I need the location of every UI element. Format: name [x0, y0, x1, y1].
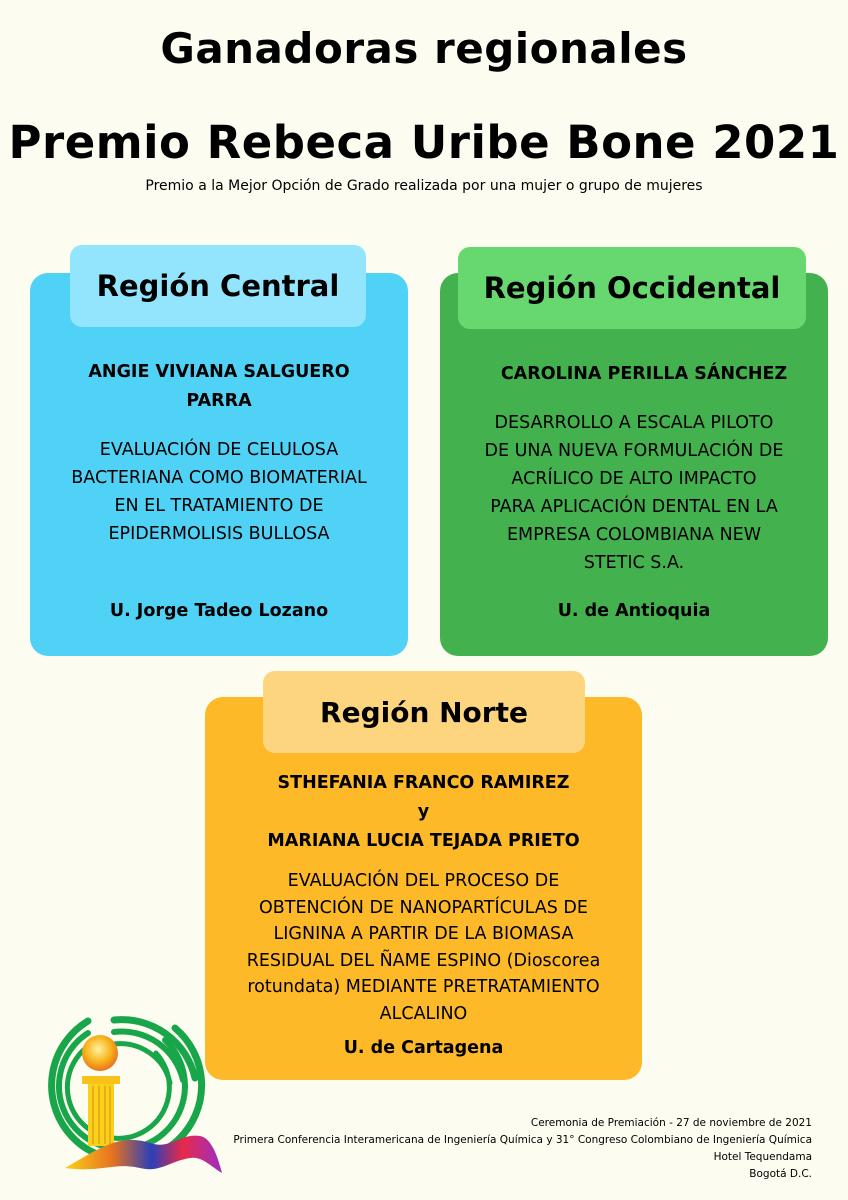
winner-name-line: PARRA	[186, 391, 252, 411]
award-title: Premio Rebeca Uribe Bone 2021	[8, 116, 840, 169]
region-occidental-project	[440, 409, 828, 577]
project-line: DESARROLLO A ESCALA PILOTO	[494, 413, 774, 433]
footer-conference: Primera Conferencia Interamericana de Ingeniería Química y 31° Congreso Colombiano de Ingeniería Química	[233, 1134, 812, 1146]
project-line: BACTERIANA COMO BIOMATERIAL	[71, 468, 367, 488]
region-central-university: U. Jorge Tadeo Lozano	[109, 601, 329, 621]
project-line: EPIDERMOLISIS BULLOSA	[108, 524, 330, 544]
winner-connector: y	[417, 802, 430, 822]
region-occidental-university: U. de Antioquia	[557, 601, 711, 621]
project-line: EVALUACIÓN DEL PROCESO DE	[287, 871, 560, 891]
project-line: PARA APLICACIÓN DENTAL EN LA	[490, 497, 778, 517]
project-line: STETIC S.A.	[583, 553, 685, 573]
page-title: Ganadoras regionales	[160, 24, 688, 73]
region-central-winner	[30, 358, 408, 416]
project-line: EVALUACIÓN DE CELULOSA	[99, 440, 339, 460]
footer-city: Bogotá D.C.	[749, 1168, 812, 1180]
event-footer	[172, 1115, 812, 1183]
project-line: OBTENCIÓN DE NANOPARTÍCULAS DE	[259, 897, 588, 918]
region-central-label: Región Central	[70, 245, 366, 327]
region-occidental-winner: CAROLINA PERILLA SÁNCHEZ	[500, 364, 788, 384]
region-occidental-label: Región Occidental	[458, 247, 806, 329]
award-subtitle: Premio a la Mejor Opción de Grado realizada por una mujer o grupo de mujeres	[145, 178, 703, 194]
project-line: RESIDUAL DEL ÑAME ESPINO (Dioscorea	[246, 950, 601, 971]
project-line: EMPRESA COLOMBIANA NEW	[506, 525, 762, 545]
project-line: ALCALINO	[379, 1003, 468, 1024]
region-norte-winners	[205, 769, 642, 856]
project-line: LIGNINA A PARTIR DE LA BIOMASA	[273, 924, 574, 944]
project-line: DE UNA NUEVA FORMULACIÓN DE	[484, 441, 784, 461]
region-norte-label: Región Norte	[263, 671, 585, 753]
winner-name-line: STHEFANIA FRANCO RAMIREZ	[277, 773, 570, 793]
region-norte-university: U. de Cartagena	[343, 1038, 504, 1058]
footer-venue: Hotel Tequendama	[713, 1151, 812, 1163]
region-central-project	[30, 436, 408, 548]
project-line: EN EL TRATAMIENTO DE	[114, 496, 324, 516]
footer-ceremony: Ceremonia de Premiación - 27 de noviembre de 2021	[530, 1117, 812, 1129]
winner-name-line: ANGIE VIVIANA SALGUERO	[88, 362, 350, 382]
region-norte-project	[205, 868, 642, 1027]
project-line: ACRÍLICO DE ALTO IMPACTO	[511, 469, 757, 489]
winner-name-line: MARIANA LUCIA TEJADA PRIETO	[267, 831, 580, 851]
project-line: rotundata) MEDIANTE PRETRATAMIENTO	[247, 977, 600, 997]
